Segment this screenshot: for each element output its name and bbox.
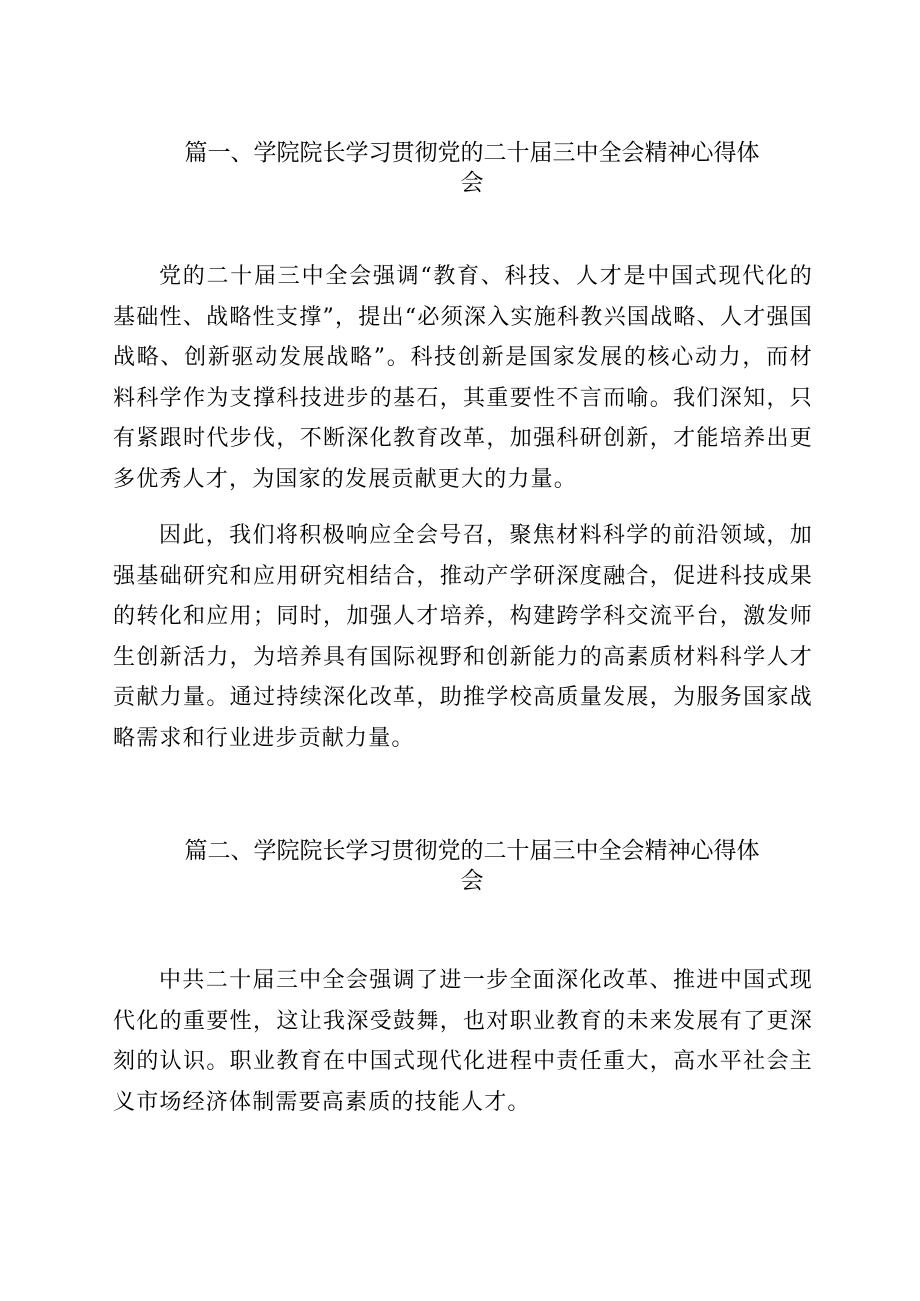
section-1-paragraph-1: 党的二十届三中全会强调“教育、科技、人才是中国式现代化的基础性、战略性支撑”，提出“必须深入实施科教兴国战略、人才强国战略、创新驱动发展战略”。科技创新是国家发展的核心动力，而材料科学作为支撑科技进步的基石，其重要性不言而喻。我们深知，只有紧跟时代步伐，不断深化教育改革，加强科研创新，才能培养出更多优秀人才，为国家的发展贡献更大的力量。 [113, 264, 813, 492]
section-2-paragraph-1: 中共二十届三中全会强调了进一步全面深化改革、推进中国式现代化的重要性，这让我深受鼓舞，也对职业教育的未来发展有了更深刻的认识。职业教育在中国式现代化进程中责任重大，高水平社会主义市场经济体制需要高素质的技能人才。 [113, 968, 813, 1115]
section-1-heading-line-2: 会 [460, 170, 484, 196]
section-2-heading-line-2: 会 [460, 868, 484, 894]
section-2-heading-line-1: 篇二、学院院长学习贯彻党的二十届三中全会精神心得体 [184, 838, 760, 864]
section-1-paragraph-2: 因此，我们将积极响应全会号召，聚焦材料科学的前沿领域，加强基础研究和应用研究相结合，推动产学研深度融合，促进科技成果的转化和应用；同时，加强人才培养，构建跨学科交流平台，激发师生创新活力，为培养具有国际视野和创新能力的高素质材料科学人才贡献力量。通过持续深化改革，助推学校高质量发展，为服务国家战略需求和行业进步贡献力量。 [113, 523, 813, 751]
section-1-heading [150, 138, 794, 198]
section-2-heading [150, 836, 794, 896]
section-1-heading-line-1: 篇一、学院院长学习贯彻党的二十届三中全会精神心得体 [184, 140, 760, 166]
